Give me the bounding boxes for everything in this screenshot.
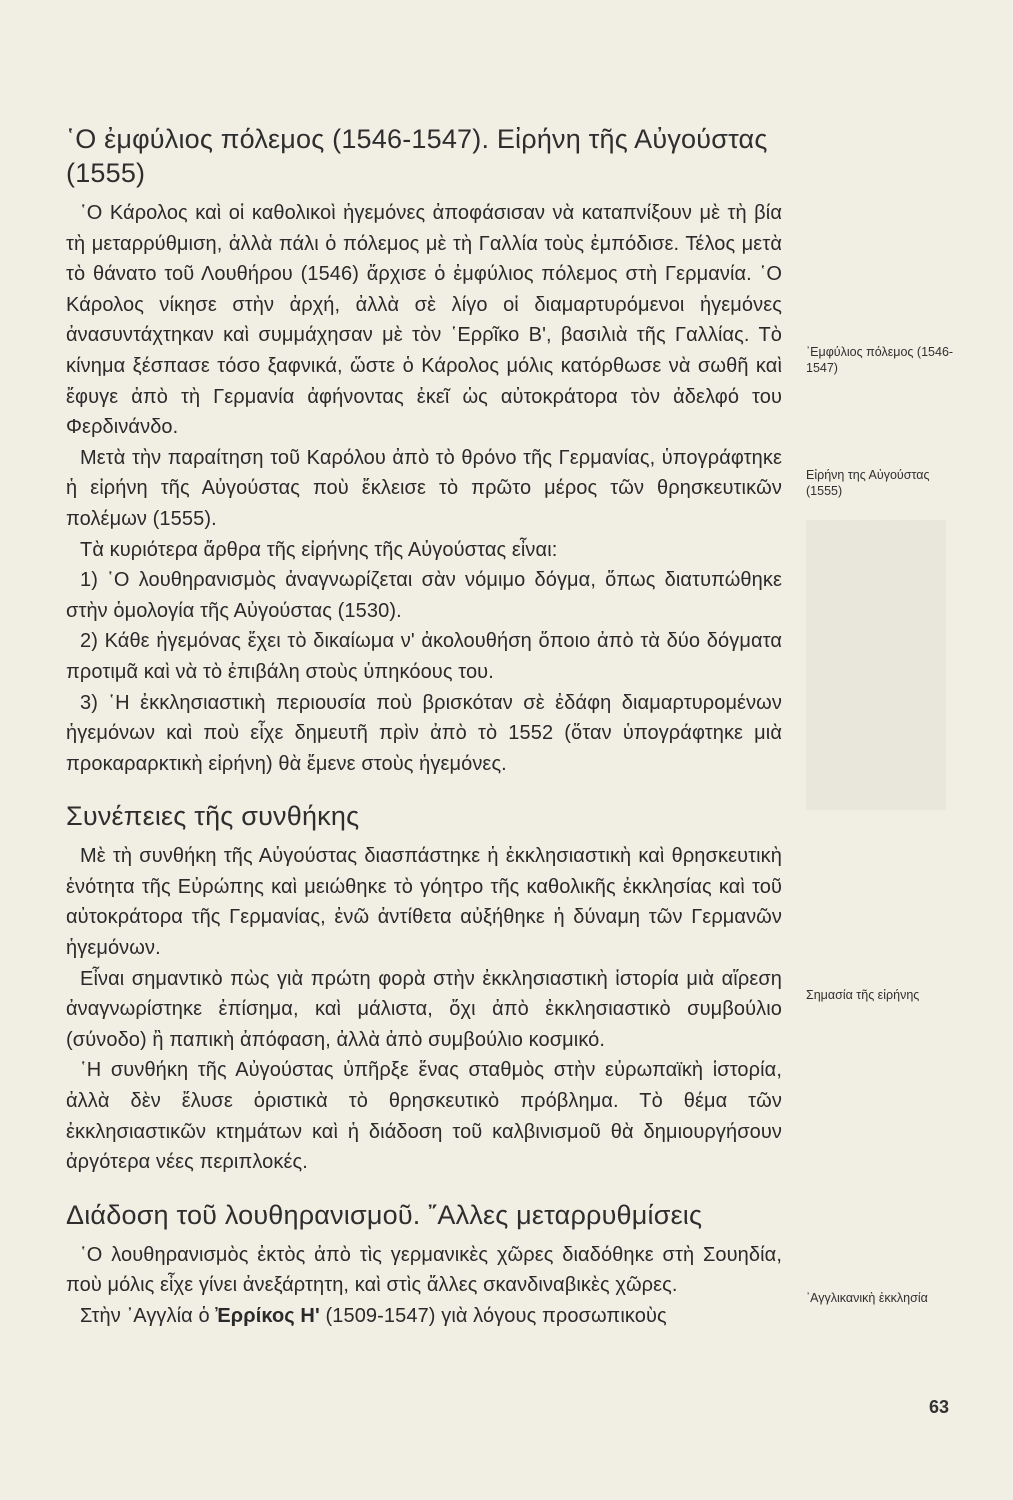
margin-note-civil-war: ᾽Εμφύλιος πόλεμος (1546-1547) [806, 345, 954, 375]
paragraph: Μετὰ τὴν παραίτηση τοῦ Καρόλου ἀπὸ τὸ θρόνο τῆς Γερμανίας, ὑπογράφτηκε ἡ εἰρήνη τῆς Αὐγούστας ποὺ ἔκλεισε τὸ πρῶτο μέρος τῶν θρησκευτικῶν πολέμων (1555). [66, 446, 782, 530]
margin-note-significance: Σημασία τῆς εἰρήνης [806, 988, 920, 1002]
paragraph: Μὲ τὴ συνθήκη τῆς Αὐγούστας διασπάστηκε ἡ ἐκκλησιαστικὴ καὶ θρησκευτικὴ ἑνότητα τῆς Εὐρώπης καὶ μειώθηκε τὸ γόητρο τῆς καθολικῆς ἐκκλησίας καὶ τοῦ αὐτοκράτορα τῆς Γερμανίας, ἐνῶ ἀντίθετα αὐξήθηκε ἡ δύναμη τῶν Γερμανῶν ἡγεμόνων. [66, 845, 782, 960]
paragraph [66, 1301, 782, 1332]
section-heading-civil-war: ῾Ο ἐμφύλιος πόλεμος (1546-1547). Εἰρήνη τῆς Αὐγούστας (1555) [66, 124, 768, 188]
section-heading-spread: Διάδοση τοῦ λουθηρανισμοῦ. ῎Αλλες μεταρρυθμίσεις [66, 1199, 703, 1230]
list-item: 3) ῾Η ἐκκλησιαστικὴ περιουσία ποὺ βρισκόταν σὲ ἐδάφη διαμαρτυρομένων ἡγεμόνων καὶ ποὺ εἶχε δημευτῆ πρὶν ἀπὸ τὸ 1552 (ὅταν ὑπογράφτηκε μιὰ προκαραρκτικὴ εἰρήνη) θὰ ἔμενε στοὺς ἡγεμόνες. [66, 691, 782, 775]
paragraph-text: Στὴν ᾽Αγγλία ὁ [80, 1305, 216, 1327]
paragraph: ῾Η συνθήκη τῆς Αὐγούστας ὑπῆρξε ἕνας σταθμὸς στὴν εὐρωπαϊκὴ ἱστορία, ἀλλὰ δὲν ἔλυσε ὁριστικὰ τὸ θρησκευτικὸ πρόβλημα. Τὸ θέμα τῶν ἐκκλησιαστικῶν κτημάτων καὶ ἡ διάδοση τοῦ καλβινισμοῦ θὰ δημιουργήσουν ἀργότερα νέες περιπλοκές. [66, 1059, 782, 1174]
faint-image-block [806, 520, 946, 810]
margin-note-anglican: ᾽Αγγλικανικὴ ἐκκλησία [806, 1291, 928, 1305]
paragraph: Τὰ κυριότερα ἄρθρα τῆς εἰρήνης τῆς Αὐγούστας εἶναι: [80, 538, 558, 561]
list-item: 2) Κάθε ἡγεμόνας ἔχει τὸ δικαίωμα ν' ἀκολουθήση ὅποιο ἀπὸ τὰ δύο δόγματα προτιμᾶ καὶ νὰ τὸ ἐπιβάλη στοὺς ὑπηκόους του. [66, 630, 782, 683]
main-text-column [66, 122, 782, 1332]
page-number: 63 [929, 1397, 950, 1417]
paragraph: ῾Ο Κάρολος καὶ οἱ καθολικοὶ ἡγεμόνες ἀποφάσισαν νὰ καταπνίξουν μὲ τὴ βία τὴ μεταρρύθμιση, ἀλλὰ πάλι ὁ πόλεμος μὲ τὴ Γαλλία τοὺς ἐμπόδισε. Τέλος μετὰ τὸ θάνατο τοῦ Λουθήρου (1546) ἄρχισε ὁ ἐμφύλιος πόλεμος στὴ Γερμανία. ῾Ο Κάρολος νίκησε στὴν ἀρχή, ἀλλὰ σὲ λίγο οἱ διαμαρτυρόμενοι ἡγεμόνες ἀνασυντάχτηκαν καὶ συμμάχησαν μὲ τὸν ῾Ερρῖκο Β', βασιλιὰ τῆς Γαλλίας. Τὸ κίνημα ξέσπασε τόσο ξαφνικά, ὥστε ὁ Κάρολος μόλις κατόρθωσε νὰ σωθῆ καὶ ἔφυγε ἀπὸ τὴ Γερμανία ἀφήνοντας ἐκεῖ ὡς αὐτοκράτορα τὸν ἀδελφό του Φερδινάνδο. [66, 202, 782, 439]
bold-name: Ἐρρίκος Η' [215, 1305, 320, 1327]
section-heading-consequences: Συνέπειες τῆς συνθήκης [66, 801, 360, 832]
list-item: 1) ῾Ο λουθηρανισμὸς ἀναγνωρίζεται σὰν νόμιμο δόγμα, ὅπως διατυπώθηκε στὴν ὁμολογία τῆς Αὐγούστας (1530). [66, 569, 782, 622]
margin-note-peace: Εἰρήνη της Αὐγούστας (1555) [806, 468, 930, 498]
paragraph: Εἶναι σημαντικὸ πὼς γιὰ πρώτη φορὰ στὴν ἐκκλησιαστικὴ ἱστορία μιὰ αἵρεση ἀναγνωρίστηκε ἐπίσημα, καὶ μάλιστα, ὄχι ἀπὸ ἐκκλησιαστικὸ συμβούλιο (σύνοδο) ἢ παπικὴ ἀπόφαση, ἀλλὰ ἀπὸ συμβούλιο κοσμικό. [66, 967, 782, 1051]
paragraph: ῾Ο λουθηρανισμὸς ἐκτὸς ἀπὸ τὶς γερμανικὲς χῶρες διαδόθηκε στὴ Σουηδία, ποὺ μόλις εἶχε γίνει ἀνεξάρτητη, καὶ στὶς ἄλλες σκανδιναβικὲς χῶρες. [66, 1243, 782, 1297]
paragraph-text: (1509-1547) γιὰ λόγους προσωπικοὺς [319, 1305, 667, 1327]
